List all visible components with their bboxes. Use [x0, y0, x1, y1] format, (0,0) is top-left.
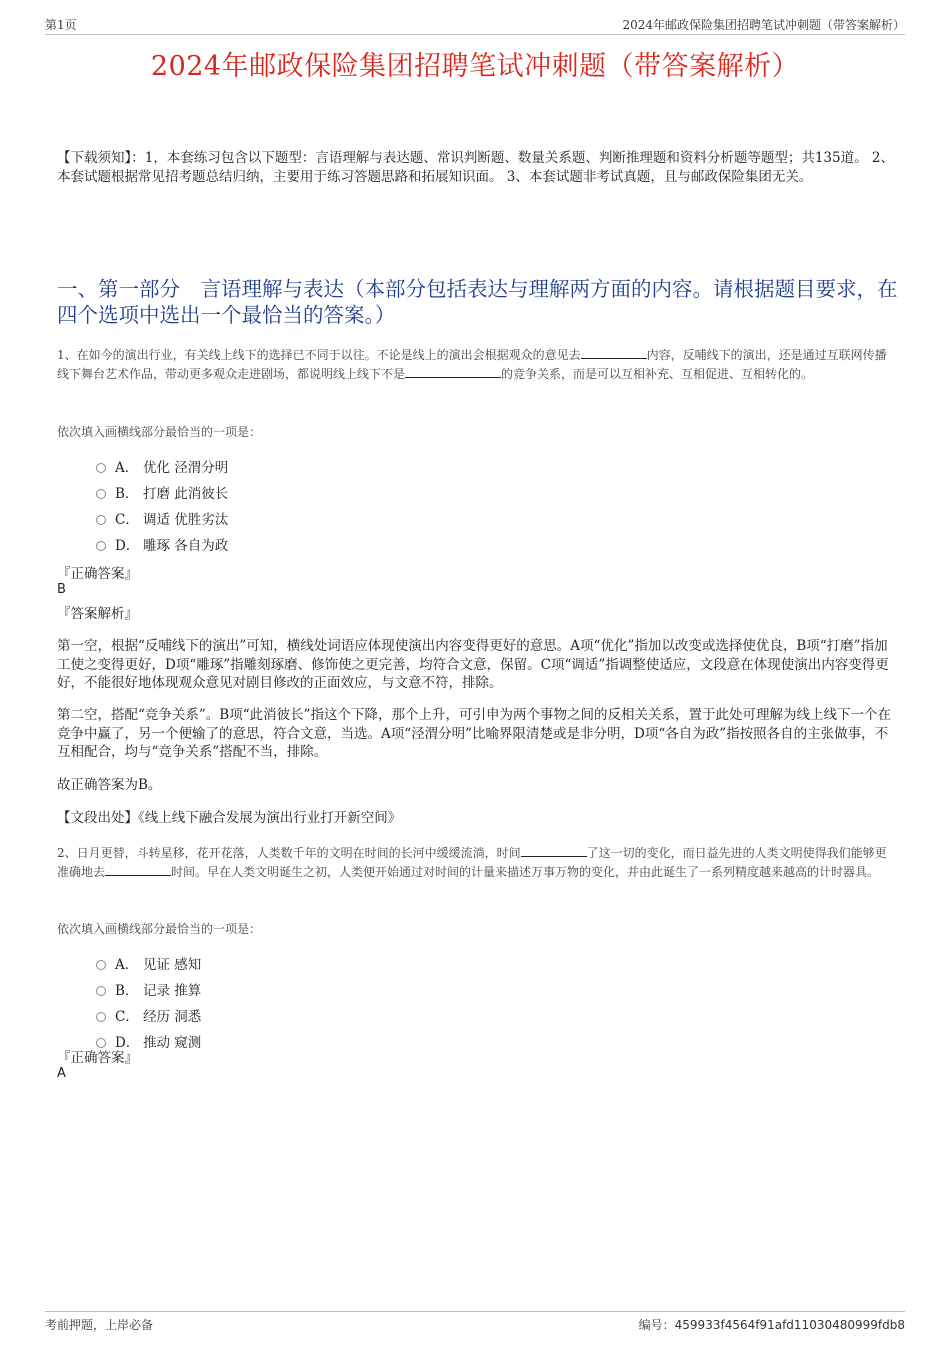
radio-icon[interactable] — [96, 1012, 106, 1022]
question-2-option-d[interactable]: D． 推动 窥测 — [96, 1028, 201, 1054]
question-1-source: 【文段出处】《线上线下融合发展为演出行业打开新空间》 — [57, 810, 402, 826]
question-2-part3: 时间。早在人类文明诞生之初，人类便开始通过对时间的计量来描述万事万物的变化，并由此诞生了一系列精度越来越高的计时器具。 — [171, 865, 880, 879]
question-1-analysis-2: 第二空，搭配“竞争关系”。B项“此消彼长”指这个下降，那个上升，可引申为两个事物之间的反相关关系，置于此处可理解为线上线下一个在竞争中赢了，另一个便输了的意思，符合文意，当选。A项“泾渭分明”比喻界限清楚或是非分明，D项“各自为政”指按照各自的主张做事，不互相配合，均与“竞争关系”搭配不当，排除。 — [57, 707, 892, 760]
page-number: 第1页 — [45, 18, 77, 32]
radio-icon[interactable] — [96, 515, 106, 525]
page-footer — [45, 1311, 905, 1334]
question-1-option-a[interactable]: A． 优化 泾渭分明 — [96, 453, 228, 479]
question-1-stem — [57, 346, 898, 384]
footer-slogan: 考前押题，上岸必备 — [45, 1318, 154, 1332]
question-2-option-b[interactable]: B． 记录 推算 — [96, 976, 201, 1002]
radio-icon[interactable] — [96, 489, 106, 499]
document-title: 2024年邮政保险集团招聘笔试冲刺题（带答案解析） — [150, 51, 800, 82]
question-2-option-a[interactable]: A． 见证 感知 — [96, 950, 201, 976]
radio-icon[interactable] — [96, 541, 106, 551]
question-1-option-c[interactable]: C． 调适 优胜劣汰 — [96, 505, 228, 531]
question-2-blank-1 — [521, 844, 587, 857]
page-header — [45, 14, 905, 35]
radio-icon[interactable] — [96, 463, 106, 473]
question-1-analysis-label: 『答案解析』 — [57, 606, 138, 622]
footer-code-value: 459933f4564f91afd11030480999fdb8 — [674, 1318, 905, 1332]
question-1-analysis-1: 第一空，根据“反哺线下的演出”可知，横线处词语应体现使演出内容变得更好的意思。A项“优化”指加以改变或选择使优良，B项“打磨”指加工使之变得更好，D项“雕琢”指雕刻琢磨、修饰使之更完善，均符合文意，保留。C项“调适”指调整使适应，文段意在体现使演出内容变得更好，不能很好地体现观众意见对剧目修改的正面效应，与文意不符，排除。 — [57, 638, 889, 691]
question-1-answer: B — [57, 582, 66, 597]
question-2-options — [96, 950, 201, 1054]
question-1-answer-label: 『正确答案』 — [57, 566, 138, 582]
download-notice: 【下载须知】：1，本套练习包含以下题型：言语理解与表达题、常识判断题、数量关系题、判断推理题和资料分析题等题型；共135道。 2、本套试题根据常见招考题总结归纳，主要用于练习答题思路和拓展知识面。 3、本套试题非考试真题，且与邮政保险集团无关。 — [57, 150, 894, 185]
radio-icon[interactable] — [96, 960, 106, 970]
question-1-part3: 的竞争关系，而是可以互相补充、互相促进、互相转化的。 — [501, 367, 814, 381]
question-2-part2: 了这一切的变化，而日益先进的人类文明使得我们能够更准确地去 — [57, 846, 887, 879]
question-2-blank-2 — [105, 863, 171, 876]
question-1-part2: 内容，反哺线下的演出，还是通过互联网传播线下舞台艺术作品，带动更多观众走进剧场，都说明线上线下不是 — [57, 348, 887, 381]
footer-code-label: 编号： — [638, 1318, 675, 1332]
question-2-stem — [57, 844, 898, 882]
question-1-option-d[interactable]: D． 雕琢 各自为政 — [96, 531, 228, 557]
question-2-prompt: 依次填入画横线部分最恰当的一项是： — [57, 922, 262, 936]
question-2-part1: 2、日月更替，斗转星移，花开花落，人类数千年的文明在时间的长河中缓缓流淌，时间 — [57, 846, 521, 860]
question-1-analysis-3: 故正确答案为B。 — [57, 777, 162, 793]
question-2-answer-label: 『正确答案』 — [57, 1050, 138, 1066]
header-doc-title: 2024年邮政保险集团招聘笔试冲刺题（带答案解析） — [622, 18, 905, 32]
footer-code — [639, 1316, 905, 1333]
question-2-option-c[interactable]: C． 经历 洞悉 — [96, 1002, 201, 1028]
section-title: 一、第一部分 言语理解与表达（本部分包括表达与理解两方面的内容。请根据题目要求，在四个选项中选出一个最恰当的答案。） — [57, 277, 898, 327]
question-1-option-b[interactable]: B． 打磨 此消彼长 — [96, 479, 228, 505]
question-2-answer: A — [57, 1066, 66, 1081]
question-1-options — [96, 453, 228, 557]
question-1-prompt: 依次填入画横线部分最恰当的一项是： — [57, 425, 262, 439]
question-1-part1: 1、在如今的演出行业，有关线上线下的选择已不同于以往。不论是线上的演出会根据观众的意见去 — [57, 348, 581, 362]
question-1-blank-2 — [405, 365, 501, 378]
radio-icon[interactable] — [96, 986, 106, 996]
question-1-blank-1 — [581, 346, 647, 359]
